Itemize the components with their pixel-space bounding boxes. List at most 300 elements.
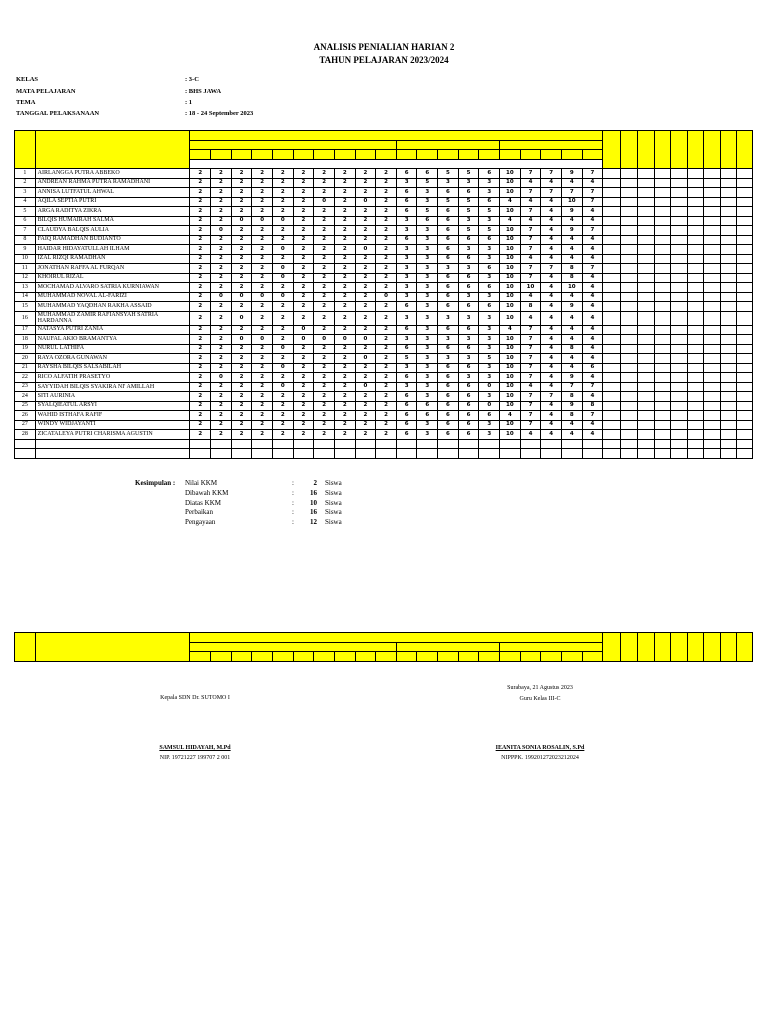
empty-cell xyxy=(638,382,655,392)
score-cell: 7 xyxy=(520,273,541,283)
header-cell xyxy=(190,131,603,141)
empty-cell xyxy=(334,439,355,449)
score-cell: 2 xyxy=(190,197,211,207)
table-row xyxy=(15,363,753,373)
score-cell: 2 xyxy=(355,283,376,293)
score-cell: 8 xyxy=(582,401,603,411)
score-cell: 2 xyxy=(314,344,335,354)
empty-cell xyxy=(638,325,655,335)
empty-cell xyxy=(720,169,737,179)
empty-cell xyxy=(638,254,655,264)
score-cell: 2 xyxy=(231,373,252,383)
meta-value: : BHS JAWA xyxy=(185,88,222,95)
empty-cell xyxy=(620,264,638,274)
empty-cell xyxy=(638,207,655,217)
score-cell: 0 xyxy=(211,373,232,383)
empty-cell xyxy=(603,363,621,373)
score-cell: 2 xyxy=(376,245,397,255)
score-cell: 2 xyxy=(334,325,355,335)
score-cell: 2 xyxy=(231,363,252,373)
empty-cell xyxy=(737,254,753,264)
score-cell: 2 xyxy=(293,169,314,179)
header-cell xyxy=(687,131,704,169)
empty-cell xyxy=(654,207,671,217)
empty-cell xyxy=(671,245,688,255)
score-cell: 4 xyxy=(500,216,521,226)
score-cell: 3 xyxy=(458,311,479,325)
empty-cell xyxy=(704,197,721,207)
score-cell: 2 xyxy=(334,169,355,179)
score-cell: 7 xyxy=(520,188,541,198)
score-cell: 6 xyxy=(438,302,459,312)
score-cell: 5 xyxy=(458,169,479,179)
score-cell: 3 xyxy=(417,292,438,302)
empty-cell xyxy=(737,311,753,325)
empty-cell xyxy=(603,178,621,188)
score-cell: 3 xyxy=(417,373,438,383)
row-number: 3 xyxy=(15,188,36,198)
score-cell: 2 xyxy=(334,411,355,421)
empty-cell xyxy=(720,216,737,226)
score-cell: 2 xyxy=(190,354,211,364)
student-name: NURUL LATHIFA xyxy=(35,344,190,354)
student-name: KHOIRUL RIZAL xyxy=(35,273,190,283)
score-cell: 3 xyxy=(417,197,438,207)
empty-cell xyxy=(687,411,704,421)
score-cell: 6 xyxy=(438,216,459,226)
row-number: 22 xyxy=(15,373,36,383)
score-cell: 6 xyxy=(396,401,417,411)
score-cell: 2 xyxy=(252,178,273,188)
score-cell: 0 xyxy=(252,335,273,345)
empty-cell xyxy=(35,449,190,459)
score-cell: 6 xyxy=(417,401,438,411)
score-cell: 2 xyxy=(314,273,335,283)
score-cell: 6 xyxy=(396,169,417,179)
empty-cell xyxy=(620,325,638,335)
header-cell xyxy=(314,652,335,662)
score-cell: 3 xyxy=(396,226,417,236)
score-cell: 4 xyxy=(541,273,562,283)
score-cell: 7 xyxy=(520,373,541,383)
empty-cell xyxy=(737,373,753,383)
header-cell xyxy=(396,140,499,150)
score-cell: 2 xyxy=(190,169,211,179)
empty-cell xyxy=(671,335,688,345)
header-cell xyxy=(252,150,273,160)
score-cell: 0 xyxy=(231,311,252,325)
empty-cell xyxy=(720,401,737,411)
score-cell: 3 xyxy=(458,335,479,345)
score-cell: 2 xyxy=(190,363,211,373)
score-cell: 2 xyxy=(252,363,273,373)
score-cell: 2 xyxy=(273,354,294,364)
empty-cell xyxy=(654,420,671,430)
score-cell: 2 xyxy=(334,430,355,440)
score-cell: 2 xyxy=(231,207,252,217)
table-row xyxy=(15,411,753,421)
score-cell: 0 xyxy=(273,292,294,302)
score-cell: 3 xyxy=(396,178,417,188)
header-cell xyxy=(638,633,655,662)
score-cell: 3 xyxy=(417,382,438,392)
score-cell: 0 xyxy=(273,216,294,226)
score-cell: 5 xyxy=(417,178,438,188)
empty-cell xyxy=(687,335,704,345)
score-cell: 3 xyxy=(479,344,500,354)
score-cell: 2 xyxy=(190,254,211,264)
table-row xyxy=(15,207,753,217)
empty-cell xyxy=(638,283,655,293)
header-cell xyxy=(15,131,36,169)
empty-cell xyxy=(720,245,737,255)
score-cell: 2 xyxy=(231,197,252,207)
empty-cell xyxy=(654,363,671,373)
score-cell: 2 xyxy=(376,392,397,402)
score-cell: 8 xyxy=(561,411,582,421)
score-cell: 4 xyxy=(541,292,562,302)
empty-cell xyxy=(704,382,721,392)
empty-cell xyxy=(737,363,753,373)
score-cell: 2 xyxy=(252,354,273,364)
score-cell: 4 xyxy=(520,216,541,226)
score-cell: 3 xyxy=(396,254,417,264)
empty-cell xyxy=(500,439,521,449)
empty-cell xyxy=(671,178,688,188)
score-cell: 3 xyxy=(417,188,438,198)
score-cell: 0 xyxy=(273,264,294,274)
score-cell: 2 xyxy=(376,207,397,217)
score-cell: 10 xyxy=(500,207,521,217)
score-cell: 6 xyxy=(438,373,459,383)
student-name: ANDREAN RAHMA PUTRA RAMADHANI xyxy=(35,178,190,188)
empty-cell xyxy=(687,344,704,354)
row-number: 17 xyxy=(15,325,36,335)
score-cell: 2 xyxy=(334,354,355,364)
score-cell: 4 xyxy=(541,363,562,373)
score-cell: 6 xyxy=(458,392,479,402)
score-cell: 10 xyxy=(500,401,521,411)
score-cell: 7 xyxy=(561,382,582,392)
empty-cell xyxy=(603,439,621,449)
score-cell: 3 xyxy=(458,245,479,255)
table-row xyxy=(15,325,753,335)
score-cell: 2 xyxy=(376,373,397,383)
student-name: NAUFAL AKIO BRAMANTYA xyxy=(35,335,190,345)
empty-cell xyxy=(687,197,704,207)
score-cell: 2 xyxy=(376,273,397,283)
header-cell xyxy=(190,150,211,160)
header-gap xyxy=(190,159,603,169)
table-row xyxy=(15,392,753,402)
score-cell: 2 xyxy=(211,264,232,274)
row-number: 20 xyxy=(15,354,36,364)
score-cell: 4 xyxy=(541,382,562,392)
empty-cell xyxy=(603,401,621,411)
score-cell: 2 xyxy=(273,254,294,264)
score-cell: 4 xyxy=(541,235,562,245)
empty-cell xyxy=(620,207,638,217)
score-cell: 2 xyxy=(314,292,335,302)
student-name: MUHAMMAD ZAMIR RAFIANSYAH SATRIA HARDANNA xyxy=(35,311,190,325)
empty-cell xyxy=(654,273,671,283)
score-cell: 2 xyxy=(334,292,355,302)
score-cell: 5 xyxy=(417,207,438,217)
empty-cell xyxy=(720,235,737,245)
score-cell: 2 xyxy=(231,188,252,198)
score-cell: 3 xyxy=(417,430,438,440)
score-cell: 2 xyxy=(376,283,397,293)
document-title: ANALISIS PENIALIAN HARIAN 2 xyxy=(313,42,455,52)
empty-cell xyxy=(638,449,655,459)
score-cell: 8 xyxy=(561,273,582,283)
score-cell: 6 xyxy=(417,216,438,226)
score-cell: 2 xyxy=(190,373,211,383)
empty-cell xyxy=(720,311,737,325)
empty-cell xyxy=(458,439,479,449)
score-cell: 2 xyxy=(231,264,252,274)
table-row xyxy=(15,235,753,245)
score-cell: 2 xyxy=(190,311,211,325)
empty-cell xyxy=(638,264,655,274)
empty-cell xyxy=(376,439,397,449)
score-cell: 2 xyxy=(293,207,314,217)
header-cell xyxy=(35,131,190,169)
empty-cell xyxy=(603,216,621,226)
score-cell: 4 xyxy=(541,283,562,293)
score-cell: 2 xyxy=(231,283,252,293)
score-cell: 0 xyxy=(479,401,500,411)
score-cell: 3 xyxy=(417,302,438,312)
empty-cell xyxy=(620,178,638,188)
empty-cell xyxy=(603,411,621,421)
score-cell: 4 xyxy=(582,354,603,364)
score-cell: 3 xyxy=(458,354,479,364)
score-cell: 4 xyxy=(541,373,562,383)
score-cell: 4 xyxy=(520,178,541,188)
empty-cell xyxy=(737,382,753,392)
empty-cell xyxy=(603,283,621,293)
header-cell xyxy=(720,131,737,169)
empty-cell xyxy=(638,439,655,449)
score-cell: 0 xyxy=(334,335,355,345)
empty-cell xyxy=(737,292,753,302)
header-cell xyxy=(582,150,603,160)
score-cell: 2 xyxy=(376,311,397,325)
score-cell: 3 xyxy=(417,311,438,325)
score-cell: 7 xyxy=(520,411,541,421)
table-row xyxy=(15,373,753,383)
empty-cell xyxy=(671,401,688,411)
empty-cell xyxy=(438,439,459,449)
student-name: MUHAMMAD YAQDHAN RAKHA ASSAID xyxy=(35,302,190,312)
empty-cell xyxy=(687,178,704,188)
score-cell: 2 xyxy=(252,430,273,440)
score-cell: 2 xyxy=(334,273,355,283)
score-table xyxy=(14,130,753,459)
score-cell: 2 xyxy=(252,302,273,312)
score-cell: 6 xyxy=(438,292,459,302)
score-cell: 4 xyxy=(582,335,603,345)
score-cell: 2 xyxy=(211,302,232,312)
score-cell: 2 xyxy=(293,411,314,421)
score-cell: 2 xyxy=(334,197,355,207)
score-cell: 9 xyxy=(561,302,582,312)
score-cell: 7 xyxy=(582,226,603,236)
empty-cell xyxy=(720,254,737,264)
student-name: SAYYIDAH BILQIS SYAKIRA NI' AMILLAH xyxy=(35,382,190,392)
student-name: WAHID ISTHAFA RAFIF xyxy=(35,411,190,421)
score-cell: 2 xyxy=(252,235,273,245)
score-cell: 10 xyxy=(500,344,521,354)
empty-cell xyxy=(704,169,721,179)
score-cell: 3 xyxy=(417,335,438,345)
row-number: 6 xyxy=(15,216,36,226)
score-cell: 2 xyxy=(293,254,314,264)
empty-cell xyxy=(638,216,655,226)
empty-cell xyxy=(603,197,621,207)
score-cell: 7 xyxy=(520,245,541,255)
score-cell: 3 xyxy=(417,363,438,373)
score-cell: 7 xyxy=(582,188,603,198)
score-cell: 2 xyxy=(334,216,355,226)
header-cell xyxy=(314,150,335,160)
score-cell: 2 xyxy=(334,392,355,402)
empty-cell xyxy=(396,439,417,449)
score-cell: 4 xyxy=(582,373,603,383)
score-cell: 2 xyxy=(190,216,211,226)
score-cell: 6 xyxy=(438,411,459,421)
empty-cell xyxy=(355,449,376,459)
table-row xyxy=(15,430,753,440)
empty-cell xyxy=(603,354,621,364)
score-cell: 2 xyxy=(252,283,273,293)
empty-cell xyxy=(704,373,721,383)
score-cell: 4 xyxy=(541,226,562,236)
header-cell xyxy=(603,131,621,169)
empty-cell xyxy=(737,449,753,459)
score-cell: 6 xyxy=(438,430,459,440)
header-cell xyxy=(190,140,396,150)
header-cell xyxy=(35,633,190,662)
score-cell: 0 xyxy=(252,216,273,226)
empty-cell xyxy=(737,401,753,411)
score-cell: 3 xyxy=(417,264,438,274)
score-cell: 2 xyxy=(252,264,273,274)
empty-cell xyxy=(737,325,753,335)
score-cell: 2 xyxy=(231,430,252,440)
score-cell: 4 xyxy=(582,235,603,245)
empty-cell xyxy=(704,411,721,421)
score-cell: 6 xyxy=(438,188,459,198)
table-row xyxy=(15,169,753,179)
score-cell: 2 xyxy=(376,226,397,236)
score-cell: 2 xyxy=(376,420,397,430)
score-cell: 4 xyxy=(582,178,603,188)
score-cell: 6 xyxy=(396,411,417,421)
score-cell: 3 xyxy=(396,382,417,392)
score-cell: 5 xyxy=(479,354,500,364)
row-number: 13 xyxy=(15,283,36,293)
empty-cell xyxy=(737,273,753,283)
score-cell: 4 xyxy=(561,216,582,226)
score-cell: 2 xyxy=(314,401,335,411)
table-row xyxy=(15,273,753,283)
score-cell: 2 xyxy=(355,216,376,226)
empty-cell xyxy=(376,449,397,459)
score-cell: 2 xyxy=(252,311,273,325)
score-cell: 6 xyxy=(396,197,417,207)
score-cell: 7 xyxy=(582,264,603,274)
score-cell: 2 xyxy=(273,178,294,188)
score-cell: 2 xyxy=(252,344,273,354)
empty-cell xyxy=(603,449,621,459)
score-cell: 6 xyxy=(458,302,479,312)
row-number: 19 xyxy=(15,344,36,354)
empty-cell xyxy=(293,439,314,449)
score-cell: 3 xyxy=(396,292,417,302)
score-cell: 2 xyxy=(376,430,397,440)
score-cell: 4 xyxy=(582,430,603,440)
empty-cell xyxy=(620,245,638,255)
empty-cell xyxy=(671,188,688,198)
empty-cell xyxy=(620,197,638,207)
summary-label: Pengayaan xyxy=(185,518,216,527)
score-cell: 6 xyxy=(438,344,459,354)
score-cell: 3 xyxy=(438,335,459,345)
score-cell: 10 xyxy=(500,273,521,283)
score-cell: 4 xyxy=(582,245,603,255)
score-cell: 6 xyxy=(438,207,459,217)
score-cell: 6 xyxy=(458,325,479,335)
score-cell: 2 xyxy=(231,354,252,364)
score-cell: 2 xyxy=(273,373,294,383)
score-cell: 2 xyxy=(211,344,232,354)
score-cell: 7 xyxy=(520,354,541,364)
summary-value: 2 xyxy=(313,479,317,487)
score-cell: 2 xyxy=(293,197,314,207)
score-cell: 0 xyxy=(273,245,294,255)
score-cell: 2 xyxy=(252,169,273,179)
score-cell: 7 xyxy=(520,363,541,373)
empty-cell xyxy=(687,235,704,245)
empty-cell xyxy=(687,302,704,312)
score-cell: 9 xyxy=(561,169,582,179)
score-cell: 4 xyxy=(541,335,562,345)
row-number: 25 xyxy=(15,401,36,411)
score-cell: 2 xyxy=(314,311,335,325)
score-cell: 2 xyxy=(334,311,355,325)
row-number: 18 xyxy=(15,335,36,345)
student-name: MOCHAMAD ALVARO SATRIA KURNIAWAN xyxy=(35,283,190,293)
student-name: ANNISA LUTFATUL AHWAL xyxy=(35,188,190,198)
score-cell: 2 xyxy=(273,302,294,312)
score-cell: 2 xyxy=(231,254,252,264)
score-cell: 2 xyxy=(314,430,335,440)
header-cell xyxy=(334,150,355,160)
header-cell xyxy=(704,131,721,169)
score-cell: 2 xyxy=(293,226,314,236)
score-cell: 4 xyxy=(582,283,603,293)
score-cell: 4 xyxy=(541,344,562,354)
header-cell xyxy=(561,150,582,160)
empty-cell xyxy=(704,235,721,245)
header-cell xyxy=(396,642,499,652)
score-cell: 2 xyxy=(314,373,335,383)
score-cell: 6 xyxy=(417,169,438,179)
empty-cell xyxy=(603,226,621,236)
score-cell: 2 xyxy=(293,382,314,392)
